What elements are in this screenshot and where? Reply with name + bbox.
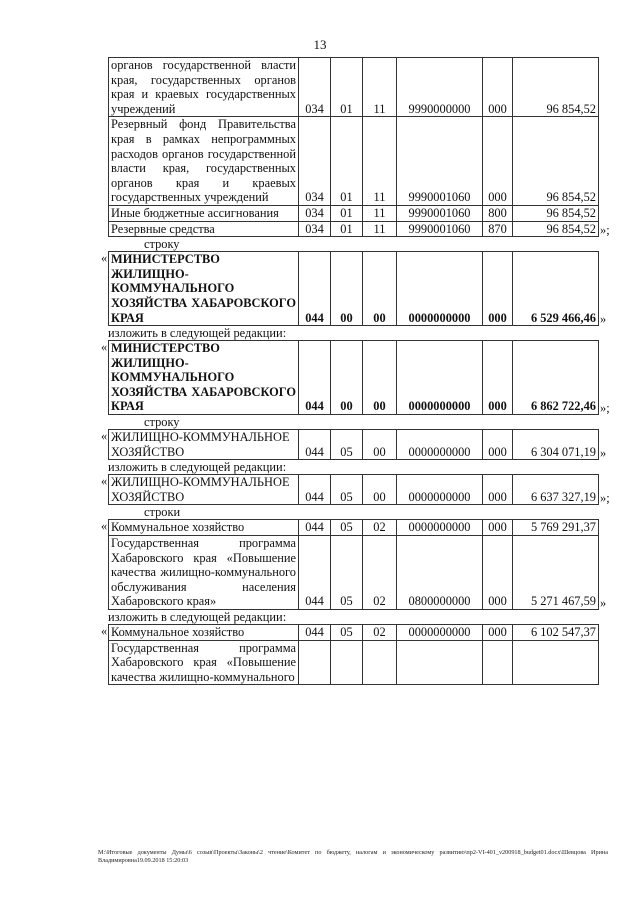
budget-block-6 [101,519,607,610]
expense-type-code: 870 [483,221,513,237]
section-code: 01 [331,117,363,206]
table-row [109,252,599,326]
ministry-code: 034 [299,117,331,206]
table-row [109,430,599,460]
closing-quote: »; [600,401,610,416]
expense-type-code [483,640,513,685]
opening-quote: « [101,624,108,638]
section-code: 01 [331,221,363,237]
section-code: 05 [331,536,363,610]
row-name: ЖИЛИЩНО-КОММУНАЛЬНОЕ ХОЗЯЙСТВО [109,475,299,505]
opening-quote: « [101,519,108,534]
ministry-code [299,640,331,685]
phrase-stroku: строку [144,415,180,430]
subsection-code [363,640,397,685]
expense-type-code: 000 [483,430,513,460]
budget-block-7 [101,624,599,685]
subsection-code: 00 [363,430,397,460]
section-code: 05 [331,520,363,536]
target-article-code: 0000000000 [397,520,483,536]
ministry-code: 044 [299,341,331,415]
budget-table [108,429,599,460]
budget-table [108,519,599,610]
row-amount: 6 304 071,19 [513,430,599,460]
expense-type-code: 000 [483,117,513,206]
ministry-code: 034 [299,221,331,237]
ministry-code: 044 [299,520,331,536]
ministry-code: 044 [299,252,331,326]
row-amount: 96 854,52 [513,58,599,117]
target-article-code: 0000000000 [397,252,483,326]
ministry-code: 044 [299,430,331,460]
section-code: 05 [331,625,363,641]
table-row [109,625,599,641]
table-row [109,58,599,117]
opening-quote: « [101,340,108,355]
ministry-code: 044 [299,625,331,641]
table-row [109,640,599,685]
row-amount: 96 854,52 [513,117,599,206]
subsection-code: 02 [363,536,397,610]
subsection-code: 11 [363,205,397,221]
table-row [109,475,599,505]
target-article-code: 9990001060 [397,117,483,206]
ministry-code: 034 [299,205,331,221]
target-article-code: 0000000000 [397,475,483,505]
expense-type-code: 000 [483,520,513,536]
expense-type-code: 000 [483,341,513,415]
row-name: Государственная программа Хабаровского края «Повышение качества жилищно-коммунального [109,640,299,685]
row-name: органов государственной власти края, государственных органов края и краевых государственных учреждений [109,58,299,117]
phrase-izlozhit: изложить в следующей редакции: [108,326,287,341]
target-article-code: 0000000000 [397,430,483,460]
subsection-code: 00 [363,475,397,505]
subsection-code: 11 [363,117,397,206]
expense-type-code: 000 [483,58,513,117]
file-path-footer: М:\Итоговые документы Думы\6 созыв\Проекты\Законы\2 чтение\Комитет по бюджету, налогам и экономическому развитию\пр2-VI-401_v200918_budget01.docx\Шевцова Ирина Владимировна19.09.2018 15:20:03 [98,849,608,864]
budget-table [108,624,599,685]
page-number: 13 [313,37,327,52]
expense-type-code: 000 [483,475,513,505]
row-name: МИНИСТЕРСТВО ЖИЛИЩНО-КОММУНАЛЬНОГО ХОЗЯЙСТВА ХАБАРОВСКОГО КРАЯ [109,341,299,415]
row-name: Резервный фонд Правительства края в рамках непрограммных расходов органов государственной власти края, государственных органов края и краевых государственных учреждений [109,117,299,206]
expense-type-code: 000 [483,252,513,326]
subsection-code: 00 [363,341,397,415]
row-amount: 6 102 547,37 [513,625,599,641]
phrase-stroku: строку [144,237,180,252]
closing-quote: »; [600,223,610,238]
target-article-code: 0800000000 [397,536,483,610]
target-article-code: 9990001060 [397,221,483,237]
closing-quote: » [600,312,607,327]
budget-table [108,474,599,505]
row-amount: 6 529 466,46 [513,252,599,326]
table-row [109,536,599,610]
opening-quote: « [101,474,108,489]
budget-block-3 [101,340,610,416]
target-article-code [397,640,483,685]
budget-block-4 [101,429,607,461]
table-row [109,341,599,415]
row-amount: 5 769 291,37 [513,520,599,536]
budget-block-1 [108,57,610,238]
section-code: 00 [331,341,363,415]
subsection-code: 02 [363,625,397,641]
target-article-code: 9990001060 [397,205,483,221]
section-code [331,640,363,685]
expense-type-code: 800 [483,205,513,221]
row-name: Иные бюджетные ассигнования [109,205,299,221]
section-code: 05 [331,430,363,460]
subsection-code: 11 [363,58,397,117]
phrase-izlozhit: изложить в следующей редакции: [108,460,287,475]
ministry-code: 034 [299,58,331,117]
target-article-code: 0000000000 [397,341,483,415]
subsection-code: 11 [363,221,397,237]
section-code: 01 [331,58,363,117]
row-name: Государственная программа Хабаровского края «Повышение качества жилищно-коммунального обслуживания населения Хабаровского края» [109,536,299,610]
ministry-code: 044 [299,536,331,610]
section-code: 00 [331,252,363,326]
row-amount: 5 271 467,59 [513,536,599,610]
table-row [109,205,599,221]
row-amount: 6 637 327,19 [513,475,599,505]
section-code: 05 [331,475,363,505]
document-body [101,57,610,685]
closing-quote: » [600,446,607,461]
row-name: Коммунальное хозяйство [109,520,299,536]
subsection-code: 00 [363,252,397,326]
expense-type-code: 000 [483,625,513,641]
target-article-code: 0000000000 [397,625,483,641]
target-article-code: 9990000000 [397,58,483,117]
row-name: Резервные средства [109,221,299,237]
row-name: МИНИСТЕРСТВО ЖИЛИЩНО-КОММУНАЛЬНОГО ХОЗЯЙСТВА ХАБАРОВСКОГО КРАЯ [109,252,299,326]
closing-quote: » [600,596,607,610]
budget-block-2 [101,251,607,327]
ministry-code: 044 [299,475,331,505]
row-amount [513,640,599,685]
opening-quote: « [101,429,108,444]
budget-table [108,57,599,237]
subsection-code: 02 [363,520,397,536]
budget-block-5 [101,474,610,506]
expense-type-code: 000 [483,536,513,610]
budget-table [108,251,599,326]
phrase-izlozhit: изложить в следующей редакции: [108,610,287,624]
budget-table [108,340,599,415]
row-amount: 96 854,52 [513,205,599,221]
phrase-stroki: строки [144,505,181,520]
row-amount: 96 854,52 [513,221,599,237]
closing-quote: »; [600,491,610,506]
row-amount: 6 862 722,46 [513,341,599,415]
table-row [109,520,599,536]
opening-quote: « [101,251,108,266]
row-name: Коммунальное хозяйство [109,625,299,641]
row-name: ЖИЛИЩНО-КОММУНАЛЬНОЕ ХОЗЯЙСТВО [109,430,299,460]
section-code: 01 [331,205,363,221]
table-row [109,221,599,237]
table-row [109,117,599,206]
